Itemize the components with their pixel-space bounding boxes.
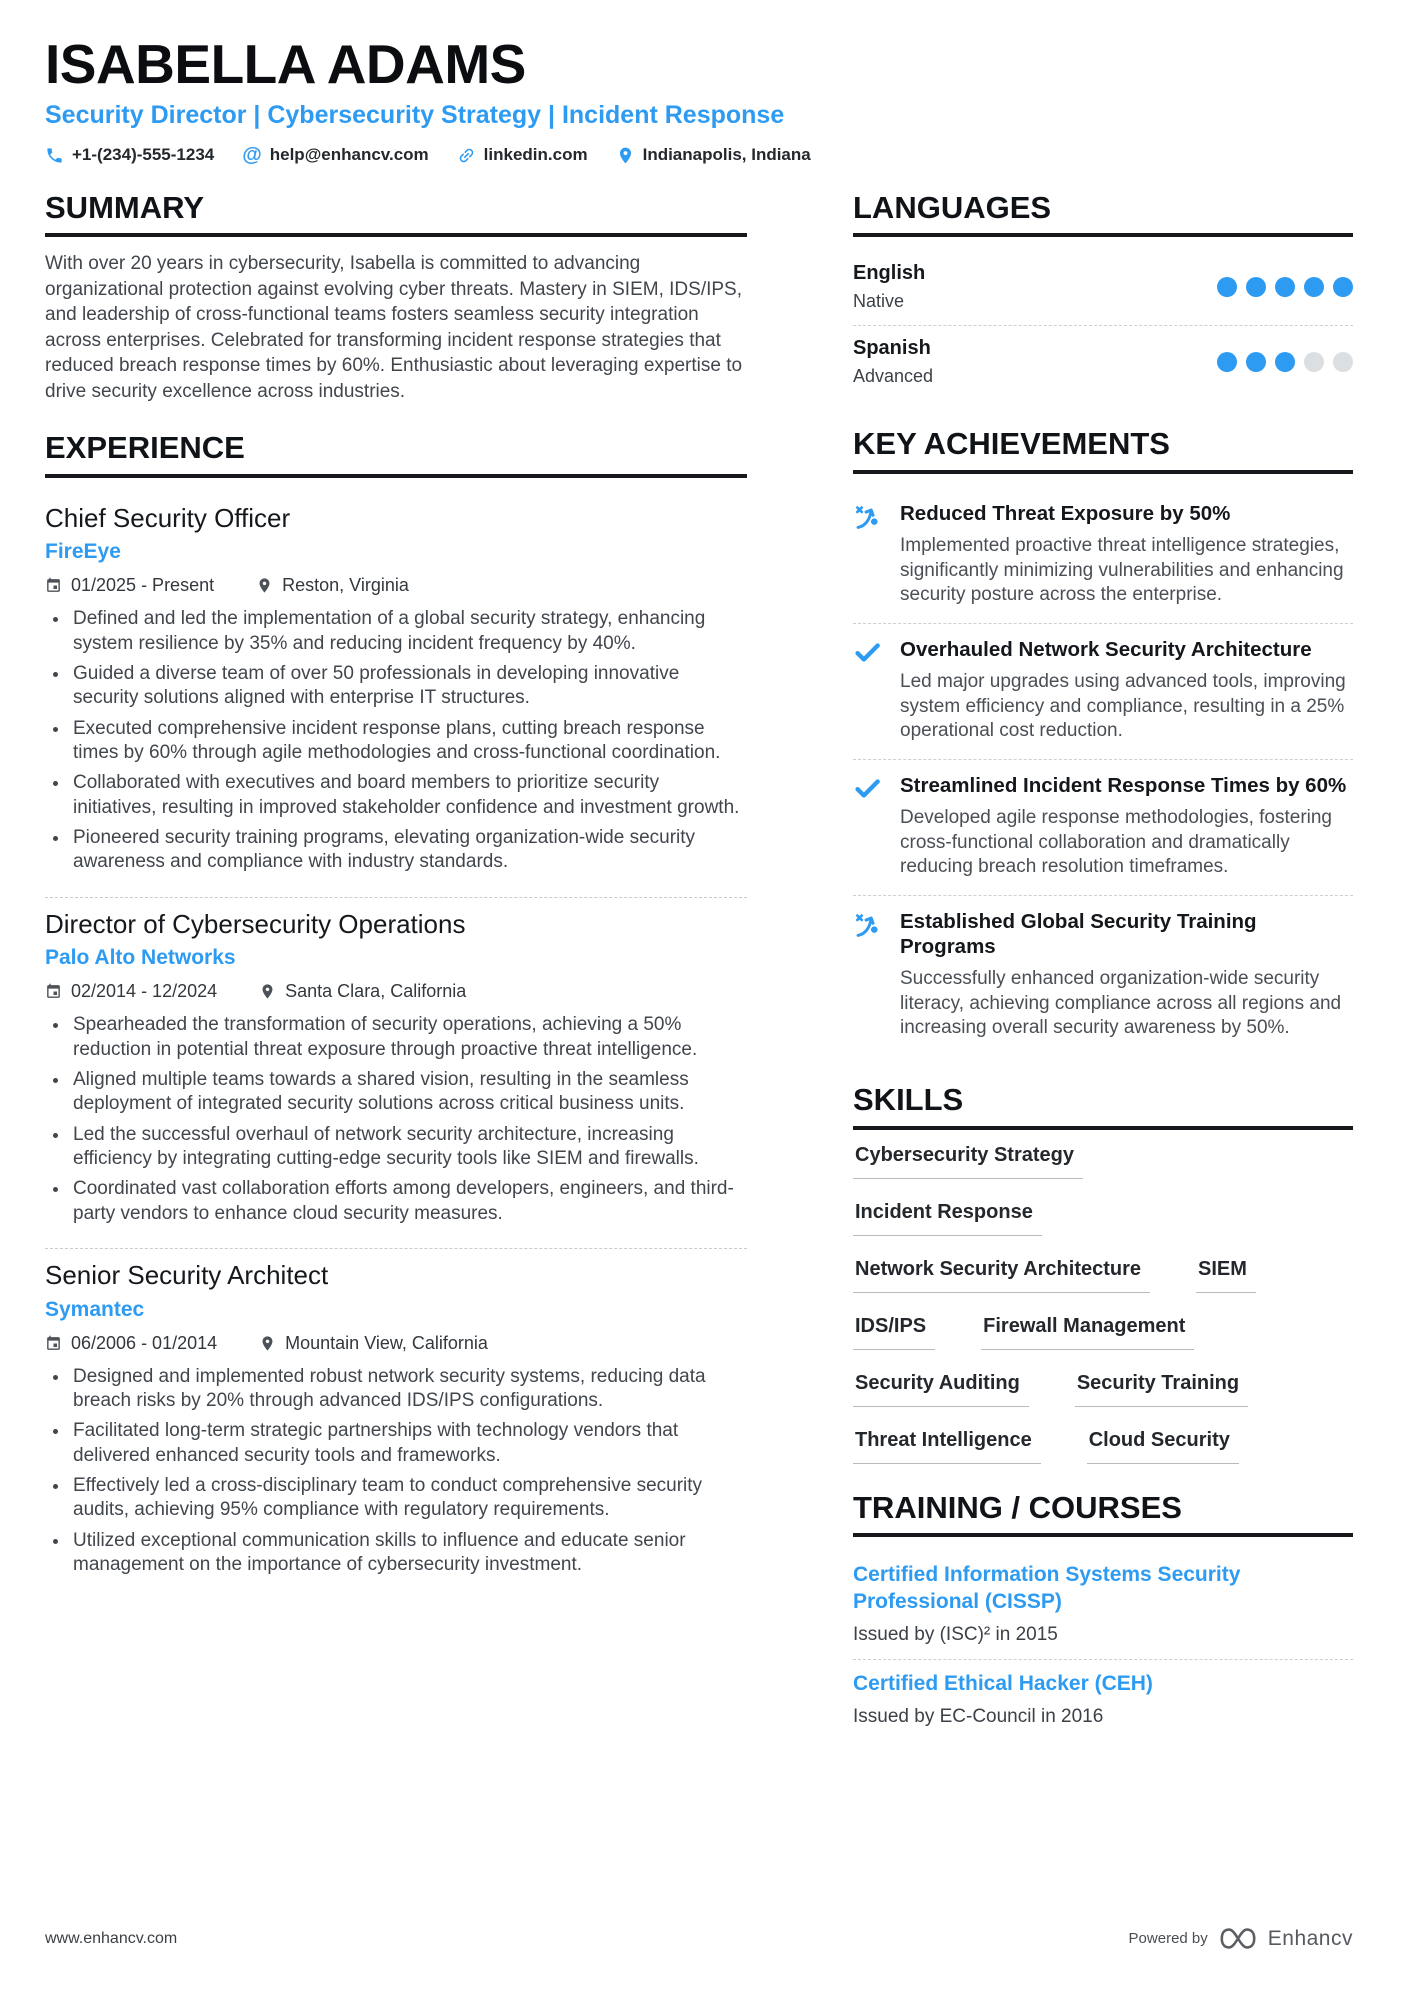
achievement-text: Implemented proactive threat intelligence strategies, significantly minimizing vulnerabilities and enhancing security posture across the enterprise. xyxy=(900,534,1344,606)
location-pin-icon xyxy=(256,577,273,594)
course-issuer: Issued by EC-Council in 2016 xyxy=(853,1705,1104,1727)
skill-tag: Firewall Management xyxy=(981,1315,1194,1350)
brand-name: Enhancv xyxy=(1267,1926,1353,1950)
experience-section xyxy=(45,432,747,1599)
contact-phone-text: +1-(234)-555-1234 xyxy=(72,145,215,165)
job-dates-text: 02/2014 - 12/2024 xyxy=(71,981,218,1002)
achievement-title: Streamlined Incident Response Times by 60% xyxy=(900,773,1347,797)
link-icon xyxy=(457,146,476,165)
job-dates xyxy=(45,1333,217,1354)
job-entry xyxy=(45,492,747,897)
powered-by-label: Powered by xyxy=(1128,1930,1208,1947)
right-column xyxy=(853,189,1353,1741)
location-pin-icon xyxy=(259,1335,276,1352)
contact-phone[interactable] xyxy=(45,145,214,165)
language-row xyxy=(853,326,1353,400)
achievement-item xyxy=(853,624,1353,759)
skills-section xyxy=(853,1084,1353,1464)
page-footer xyxy=(45,1926,1353,1951)
level-dot-filled xyxy=(1217,352,1237,372)
job-bullet: • Led the successful overhaul of network security architecture, increasing efficiency by integrating cutting-edge security tools like SIEM and firewalls. xyxy=(70,1123,747,1172)
level-dot-filled xyxy=(1246,352,1266,372)
course-title: Certified Information Systems Security Professional (CISSP) xyxy=(853,1563,1241,1614)
skill-row xyxy=(853,1315,1353,1350)
achievements-section xyxy=(853,428,1353,1056)
skill-tag: Cloud Security xyxy=(1087,1429,1239,1464)
achievement-item xyxy=(853,896,1353,1056)
job-bullets xyxy=(45,1013,747,1226)
job-company: Symantec xyxy=(45,1297,145,1321)
summary-heading: SUMMARY xyxy=(45,192,747,238)
level-dot-filled xyxy=(1275,352,1295,372)
calendar-icon xyxy=(45,577,62,594)
job-title: Senior Security Architect xyxy=(45,1259,329,1290)
job-bullet: • Collaborated with executives and board members to prioritize security initiatives, resulting in improved stakeholder confidence and investment growth. xyxy=(70,771,747,820)
achievements-heading: KEY ACHIEVEMENTS xyxy=(853,428,1353,474)
achievement-text: Successfully enhanced organization-wide security literacy, achieving compliance across all regions and increasing overall security awareness by 50%. xyxy=(900,968,1342,1039)
achievement-item xyxy=(853,760,1353,895)
training-heading: TRAINING / COURSES xyxy=(853,1492,1353,1538)
job-bullet: • Spearheaded the transformation of security operations, achieving a 50% reduction in potential threat exposure through proactive threat intelligence. xyxy=(70,1013,747,1062)
achievement-title: Overhauled Network Security Architecture xyxy=(900,637,1312,661)
job-location xyxy=(256,575,409,596)
achievement-text: Led major upgrades using advanced tools, improving system efficiency and compliance, resulting in a 25% operational cost reduction. xyxy=(900,670,1346,742)
content-columns xyxy=(45,189,1353,1741)
language-row xyxy=(853,251,1353,325)
job-location xyxy=(259,1333,488,1354)
strategy-icon xyxy=(853,909,884,1041)
job-bullet: • Effectively led a cross-disciplinary team to conduct comprehensive security audits, achieving 95% compliance with regulatory requirements. xyxy=(70,1474,747,1523)
skills-heading: SKILLS xyxy=(853,1084,1353,1130)
job-dates xyxy=(45,575,214,596)
job-dates-text: 01/2025 - Present xyxy=(71,575,215,596)
job-bullets xyxy=(45,607,747,874)
level-dot-filled xyxy=(1275,277,1295,297)
skill-row xyxy=(853,1429,1353,1464)
skill-row xyxy=(853,1144,1353,1179)
job-bullet: • Defined and led the implementation of a global security strategy, enhancing system resilience by 35% and reducing incident frequency by 40%. xyxy=(70,607,747,656)
job-location-text: Reston, Virginia xyxy=(282,575,409,596)
job-bullet: • Designed and implemented robust network security systems, reducing data breach risks by 20% through advanced IDS/IPS configurations. xyxy=(70,1365,747,1414)
job-dates xyxy=(45,981,217,1002)
calendar-icon xyxy=(45,1335,62,1352)
language-level: Native xyxy=(853,291,905,312)
job-bullet: • Executed comprehensive incident response plans, cutting breach response times by 60% through agile methodologies and cross-functional coordination. xyxy=(70,717,747,766)
job-entry xyxy=(45,1249,747,1599)
summary-section xyxy=(45,189,747,404)
check-icon xyxy=(853,773,884,880)
job-meta xyxy=(45,1333,747,1354)
skill-tag: SIEM xyxy=(1196,1258,1256,1293)
skill-tag: Security Training xyxy=(1075,1372,1248,1407)
contact-email[interactable] xyxy=(242,145,428,166)
job-meta xyxy=(45,981,747,1002)
languages-section xyxy=(853,189,1353,401)
summary-text: With over 20 years in cybersecurity, Isabella is committed to advancing organizational protection against evolving cyber threats. Mastery in SIEM, IDS/IPS, and leadership of cross-functional teams fosters seamless security integration across enterprises. Celebrated for transforming incident response strategies that reduced breach response times by 60%. Enthusiastic about leveraging expertise to drive security excellence across industries. xyxy=(45,253,743,402)
phone-icon xyxy=(45,146,64,165)
languages-heading: LANGUAGES xyxy=(853,192,1353,238)
job-title: Director of Cybersecurity Operations xyxy=(45,908,466,939)
job-location-text: Santa Clara, California xyxy=(285,981,467,1002)
skill-tag: Security Auditing xyxy=(853,1372,1029,1407)
language-level: Advanced xyxy=(853,366,934,387)
level-dot-filled xyxy=(1217,277,1237,297)
enhancv-logo-icon xyxy=(1219,1926,1257,1951)
job-bullet: • Coordinated vast collaboration efforts among developers, engineers, and third-party vendors to enhance cloud security measures. xyxy=(70,1177,747,1226)
achievement-title: Reduced Threat Exposure by 50% xyxy=(900,501,1231,525)
course-title: Certified Ethical Hacker (CEH) xyxy=(853,1671,1153,1695)
level-dot-filled xyxy=(1246,277,1266,297)
location-pin-icon xyxy=(616,146,635,165)
course-item xyxy=(853,1660,1353,1741)
contact-email-text: help@enhancv.com xyxy=(269,145,429,165)
candidate-title: Security Director | Cybersecurity Strategy | Incident Response xyxy=(45,100,785,129)
footer-site-link[interactable]: www.enhancv.com xyxy=(45,1929,178,1947)
job-title: Chief Security Officer xyxy=(45,502,291,533)
language-level-dots xyxy=(1217,277,1353,297)
at-icon xyxy=(242,145,262,166)
achievement-title: Established Global Security Training Programs xyxy=(900,910,1257,959)
skill-row xyxy=(853,1258,1353,1293)
contact-location xyxy=(616,145,811,165)
job-meta xyxy=(45,575,747,596)
job-entry xyxy=(45,898,747,1248)
contact-link[interactable] xyxy=(457,145,588,165)
powered-by[interactable] xyxy=(1129,1926,1353,1951)
language-name: English xyxy=(853,262,926,285)
skill-tag: Threat Intelligence xyxy=(853,1429,1041,1464)
level-dot-empty xyxy=(1333,352,1353,372)
job-bullet: • Facilitated long-term strategic partnerships with technology vendors that delivered enhanced security tools and frameworks. xyxy=(70,1419,747,1468)
achievement-item xyxy=(853,488,1353,623)
skill-tag: IDS/IPS xyxy=(853,1315,935,1350)
achievement-text: Developed agile response methodologies, fostering cross-functional collaboration and dramatically reducing breach resolution timeframes. xyxy=(900,806,1332,878)
resume-header xyxy=(45,33,1353,166)
contact-link-text: linkedin.com xyxy=(483,145,588,165)
check-icon xyxy=(853,637,884,744)
level-dot-filled xyxy=(1304,277,1324,297)
experience-heading: EXPERIENCE xyxy=(45,432,747,478)
job-location xyxy=(259,981,466,1002)
job-location-text: Mountain View, California xyxy=(285,1332,488,1353)
skill-tag: Incident Response xyxy=(853,1201,1042,1236)
skill-tag: Cybersecurity Strategy xyxy=(853,1144,1083,1179)
skill-row xyxy=(853,1201,1353,1236)
course-item xyxy=(853,1551,1353,1659)
location-pin-icon xyxy=(259,983,276,1000)
training-section xyxy=(853,1489,1353,1741)
level-dot-empty xyxy=(1304,352,1324,372)
job-bullets xyxy=(45,1365,747,1578)
job-company: FireEye xyxy=(45,540,121,564)
skill-row xyxy=(853,1372,1353,1407)
level-dot-filled xyxy=(1333,277,1353,297)
left-column xyxy=(45,189,747,1741)
strategy-icon xyxy=(853,501,884,608)
job-company: Palo Alto Networks xyxy=(45,946,236,970)
contact-row xyxy=(45,145,1353,166)
job-bullet: • Guided a diverse team of over 50 professionals in developing innovative security solutions aligned with enterprise IT structures. xyxy=(70,662,747,711)
candidate-name: ISABELLA ADAMS xyxy=(45,33,526,95)
contact-location-text: Indianapolis, Indiana xyxy=(642,145,811,165)
job-bullet: • Aligned multiple teams towards a shared vision, resulting in the seamless deployment of integrated security solutions across critical business units. xyxy=(70,1068,747,1117)
job-bullet: • Utilized exceptional communication skills to influence and educate senior management on the importance of cybersecurity investment. xyxy=(70,1529,747,1578)
language-name: Spanish xyxy=(853,337,931,360)
skill-tag: Network Security Architecture xyxy=(853,1258,1150,1293)
job-dates-text: 06/2006 - 01/2014 xyxy=(71,1332,218,1353)
language-level-dots xyxy=(1217,352,1353,372)
job-bullet: • Pioneered security training programs, elevating organization-wide security awareness and compliance with industry standards. xyxy=(70,826,747,875)
course-issuer: Issued by (ISC)² in 2015 xyxy=(853,1623,1058,1645)
calendar-icon xyxy=(45,983,62,1000)
